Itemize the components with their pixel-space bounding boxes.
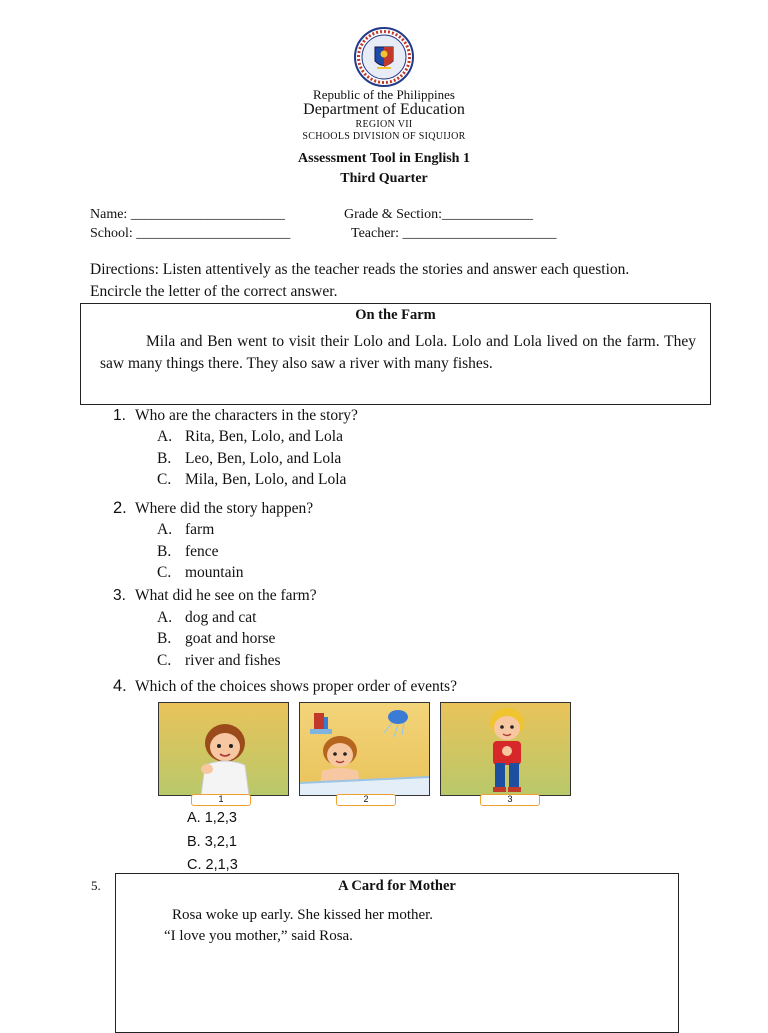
deped-seal (348, 27, 420, 87)
event-picture-2 (299, 702, 430, 796)
picture-label-3: 3 (480, 794, 540, 806)
q3-option-c[interactable]: C. river and fishes (157, 652, 281, 669)
question-1 (113, 407, 358, 425)
grade-section-field[interactable]: Grade & Section:_____________ (344, 207, 533, 222)
question-text: Who are the characters in the story? (135, 407, 358, 424)
directions-text: Directions: Listen attentively as the teacher reads the stories and answer each question. Encircle the letter of the correct answer. (90, 261, 630, 300)
question-text: What did he see on the farm? (135, 587, 317, 604)
question-3 (113, 587, 317, 605)
q2-option-a[interactable]: A. farm (157, 521, 215, 538)
quarter-title: Third Quarter (340, 171, 428, 186)
q4-option-a[interactable]: A. 1,2,3 (187, 810, 237, 826)
division-label: SCHOOLS DIVISION OF SIQUIJOR (302, 131, 466, 142)
question-number: 4. (113, 677, 127, 695)
event-picture-1 (158, 702, 289, 796)
republic-label: Republic of the Philippines (313, 87, 455, 102)
q3-option-b[interactable]: B. goat and horse (157, 630, 276, 647)
question-number: 3. (113, 587, 126, 604)
story-title: A Card for Mother (338, 878, 456, 894)
assessment-title: Assessment Tool in English 1 (298, 151, 470, 166)
picture-label-2: 2 (336, 794, 396, 806)
story-box-card-for-mother (115, 873, 679, 1033)
question-2 (113, 499, 313, 518)
question-number: 1. (113, 407, 126, 424)
q2-option-b[interactable]: B. fence (157, 543, 219, 560)
q1-option-b[interactable]: B. Leo, Ben, Lolo, and Lola (157, 450, 342, 467)
q1-option-a[interactable]: A. Rita, Ben, Lolo, and Lola (157, 428, 343, 445)
question-text: Where did the story happen? (135, 500, 314, 517)
name-field[interactable]: Name: ______________________ (90, 207, 285, 222)
question-text: Which of the choices shows proper order of events? (135, 678, 457, 695)
q4-option-c[interactable]: C. 2,1,3 (187, 857, 238, 873)
teacher-field[interactable]: Teacher: ______________________ (351, 226, 557, 241)
story-text: Mila and Ben went to visit their Lolo and Lola. Lolo and Lola lived on the farm. They saw many things there. They also saw a river with many fishes. (100, 333, 696, 372)
story-title: On the Farm (355, 307, 436, 323)
region-label: REGION VII (355, 119, 413, 130)
question-4 (113, 677, 457, 696)
story-line-2: “I love you mother,” said Rosa. (164, 928, 353, 944)
school-field[interactable]: School: ______________________ (90, 226, 291, 241)
story-box-on-the-farm (80, 303, 711, 405)
department-label: Department of Education (303, 101, 465, 118)
q2-option-c[interactable]: C. mountain (157, 564, 244, 581)
event-picture-3 (440, 702, 571, 796)
q4-option-b[interactable]: B. 3,2,1 (187, 834, 237, 850)
picture-label-1: 1 (191, 794, 251, 806)
q3-option-a[interactable]: A. dog and cat (157, 609, 257, 626)
question-number: 2. (113, 499, 127, 517)
story-line-1: Rosa woke up early. She kissed her mother. (172, 907, 434, 923)
question-5-number: 5. (91, 878, 101, 893)
q1-option-c[interactable]: C. Mila, Ben, Lolo, and Lola (157, 471, 347, 488)
